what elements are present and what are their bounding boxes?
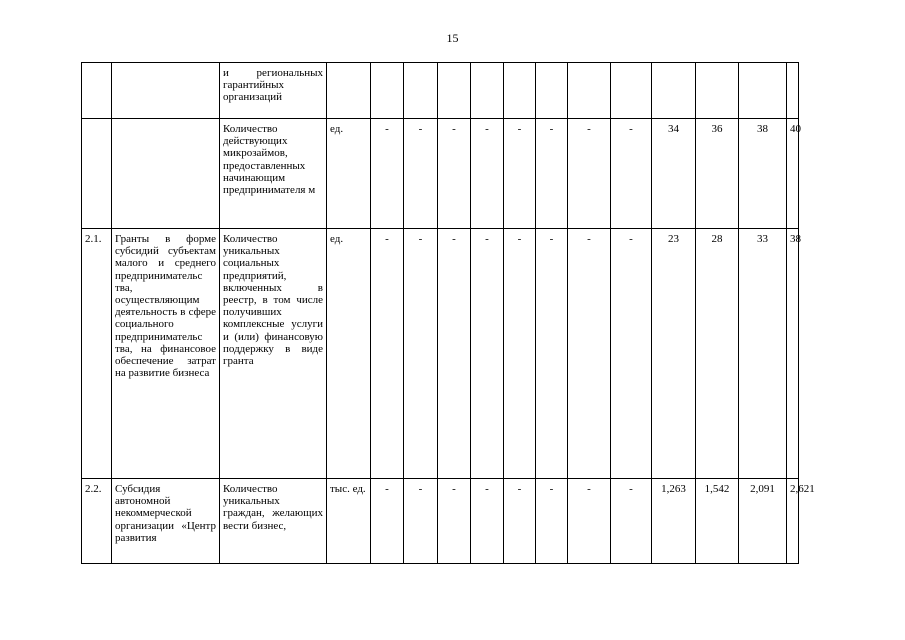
indicator-cell: Количество действующих микрозаймов, предоставленных начинающим предпринимателя м (220, 119, 327, 229)
year-value-cell (652, 63, 696, 119)
year-value-cell: 34 (652, 119, 696, 229)
empty-year-value-cell (504, 63, 536, 119)
empty-year-value-cell: - (536, 479, 568, 564)
empty-year-value-cell: - (504, 479, 536, 564)
table-row (82, 63, 799, 119)
year-value-cell: 1,542 (696, 479, 739, 564)
empty-year-value-cell: - (568, 479, 611, 564)
empty-year-value-cell: - (611, 479, 652, 564)
empty-year-value-cell: - (536, 119, 568, 229)
table-row (82, 479, 799, 564)
year-value-cell: 2,621 (787, 479, 799, 564)
empty-year-value-cell: - (611, 229, 652, 479)
year-value-cell: 40 (787, 119, 799, 229)
empty-year-value-cell: - (471, 119, 504, 229)
year-value-cell (787, 63, 799, 119)
empty-year-value-cell: - (371, 119, 404, 229)
activity-cell: Гранты в форме субсидий субъектам малого и среднего предпринимательс тва, осуществляющим деятельность в сфере социального предпринимательс тва, на финансовое обеспечение затрат на развитие бизнеса (112, 229, 220, 479)
activity-cell (112, 119, 220, 229)
empty-year-value-cell: - (471, 479, 504, 564)
unit-cell (327, 63, 371, 119)
empty-year-value-cell: - (438, 479, 471, 564)
table-body (82, 63, 815, 564)
empty-year-value-cell (471, 63, 504, 119)
empty-year-value-cell: - (504, 119, 536, 229)
year-value-cell: 1,263 (652, 479, 696, 564)
year-value-cell: 2,091 (739, 479, 787, 564)
indicators-table (81, 62, 815, 564)
page-number: 15 (446, 31, 459, 45)
year-value-cell: 33 (739, 229, 787, 479)
table-row (82, 229, 799, 479)
activity-cell: Субсидия автономной некоммерческой организации «Центр развития (112, 479, 220, 564)
row-number-cell (82, 63, 112, 119)
empty-year-value-cell: - (438, 229, 471, 479)
indicator-cell: и региональных гарантийных организаций (220, 63, 327, 119)
empty-year-value-cell: - (611, 119, 652, 229)
empty-year-value-cell: - (438, 119, 471, 229)
empty-year-value-cell (371, 63, 404, 119)
empty-year-value-cell (438, 63, 471, 119)
table-row (82, 119, 799, 229)
empty-year-value-cell: - (471, 229, 504, 479)
empty-year-value-cell: - (504, 229, 536, 479)
year-value-cell: 38 (787, 229, 799, 479)
empty-year-value-cell: - (371, 229, 404, 479)
indicator-cell: Количество уникальных социальных предприятий, включенных в реестр, в том числе получивших комплексные услуги и (или) финансовую поддержку в виде гранта (220, 229, 327, 479)
empty-year-value-cell: - (371, 479, 404, 564)
indicator-cell: Количество уникальных граждан, желающих вести бизнес, (220, 479, 327, 564)
empty-year-value-cell: - (568, 229, 611, 479)
empty-year-value-cell: - (404, 229, 438, 479)
year-value-cell (739, 63, 787, 119)
year-value-cell: 23 (652, 229, 696, 479)
empty-year-value-cell: - (404, 119, 438, 229)
empty-year-value-cell: - (536, 229, 568, 479)
unit-cell: ед. (327, 119, 371, 229)
empty-year-value-cell (536, 63, 568, 119)
year-value-cell (696, 63, 739, 119)
empty-year-value-cell (404, 63, 438, 119)
empty-year-value-cell (568, 63, 611, 119)
activity-cell (112, 63, 220, 119)
row-number-cell (82, 119, 112, 229)
year-value-cell: 38 (739, 119, 787, 229)
year-value-cell: 36 (696, 119, 739, 229)
row-number-cell: 2.1. (82, 229, 112, 479)
empty-year-value-cell: - (404, 479, 438, 564)
row-number-cell: 2.2. (82, 479, 112, 564)
year-value-cell: 28 (696, 229, 739, 479)
empty-year-value-cell (611, 63, 652, 119)
empty-year-value-cell: - (568, 119, 611, 229)
unit-cell: тыс. ед. (327, 479, 371, 564)
unit-cell: ед. (327, 229, 371, 479)
